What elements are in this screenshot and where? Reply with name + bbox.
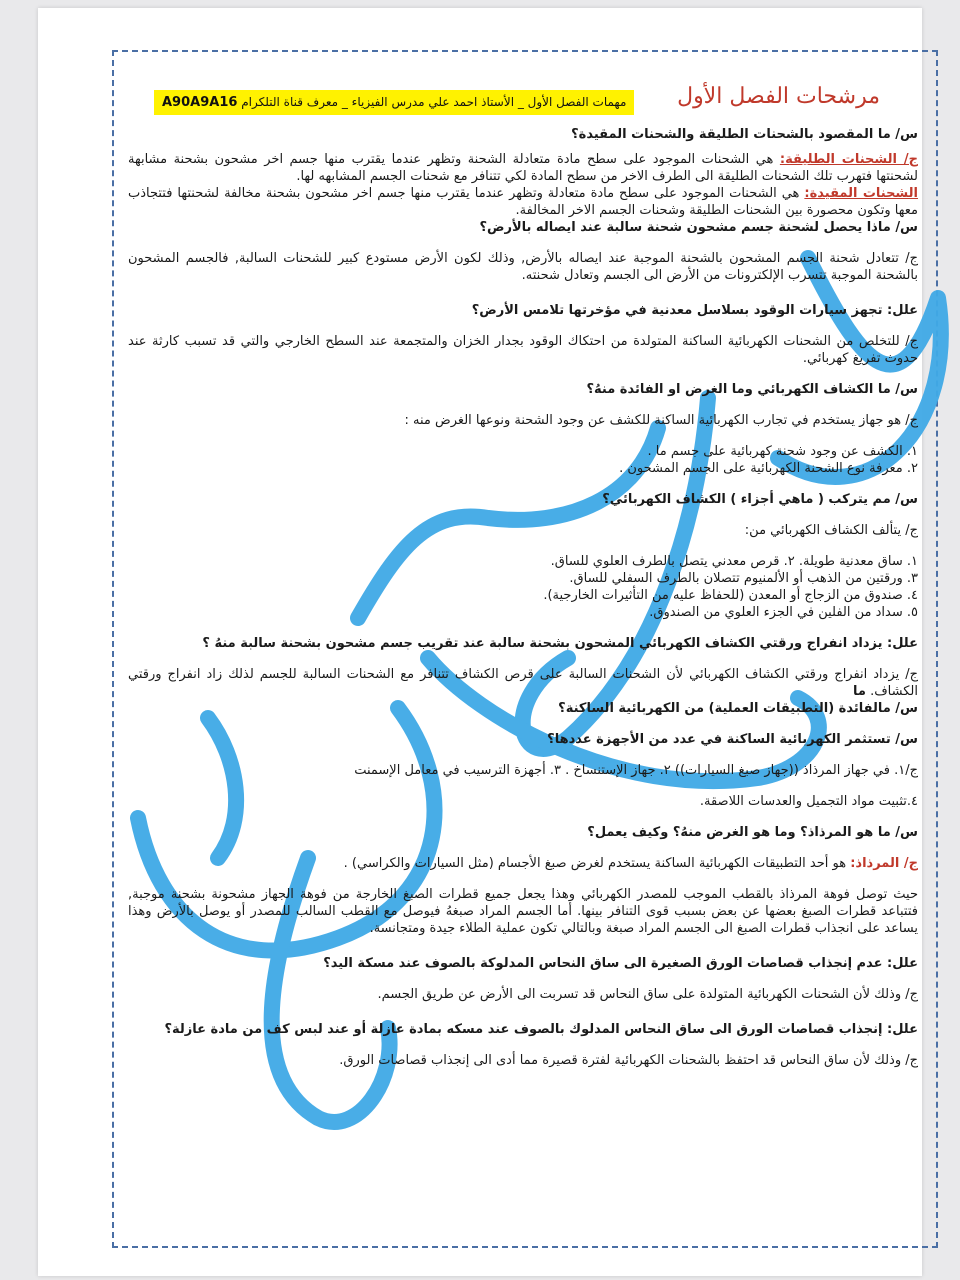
list-item: ٣. ورقتين من الذهب أو الألمنيوم تتصلان بالطرف السفلي للساق. (569, 571, 918, 586)
list-item: ٤. صندوق من الزجاج أو المعدن (للحفاظ عليه من التأثيرات الخارجية). (543, 588, 918, 603)
document-content (128, 78, 918, 1069)
answer-5: ج/ يتألف الكشاف الكهربائي من: (744, 523, 918, 538)
answer-1-bound-label: الشحنات المقيدة: (804, 186, 919, 201)
answer-8-line-2: ٤.تثبيت مواد التجميل والعدسات اللاصقة. (699, 794, 918, 809)
answer-6 (128, 666, 918, 700)
question-6: علل: يزداد انفراج ورقتي الكشاف الكهربائي المشحون بشحنة سالبة عند تقريب جسم مشحون بشحنة سالبة منهُ ؟ (202, 636, 918, 651)
list-item: ٢. معرفة نوع الشحنة الكهربائية على الجسم المشحون . (619, 461, 918, 476)
document-page (38, 8, 922, 1276)
answer-1-bound-text: هي الشحنات الموجود على سطح مادة متعادلة وتظهر عندما يقترب منها جسم اخر مشحون بشحنة مخالفة لشحنتها فتتجاذب معها وتكون محصورة بين الشحنات الطليقة وشحنات الجسم الاخر المخالفة. (128, 186, 918, 218)
answer-9-label: ج/ المرذاذ: (850, 856, 918, 871)
question-4: س/ ما الكشاف الكهربائي وما الغرض او الفائدة منهُ؟ (586, 382, 918, 397)
question-8: س/ تستثمر الكهربائية الساكنة في عدد من الأجهزة عددها؟ (547, 732, 918, 747)
question-7: س/ مالفائدة (التطبيقات العملية) من الكهربائية الساكنة؟ (558, 701, 918, 716)
list-item: ١. الكشف عن وجود شحنة كهربائية على جسم ما . (647, 444, 918, 459)
question-5: س/ مم يتركب ( ماهي أجزاء ) الكشاف الكهربائي؟ (602, 492, 918, 507)
question-2: س/ ماذا يحصل لشحنة جسم مشحون شحنة سالبة عند ايصاله بالأرض؟ (479, 220, 918, 235)
header-banner (154, 90, 634, 115)
list-item: ١. ساق معدنية طويلة. ٢. قرص معدني يتصل بالطرف العلوي للساق. (550, 554, 918, 569)
answer-4: ج/ هو جهاز يستخدم في تجارب الكهربائية الساكنة للكشف عن وجود الشحنة ونوعها الغرض منه : (404, 413, 918, 428)
answer-6-tail: ما (853, 684, 866, 699)
answer-8-line-1: ج/١. في جهاز المرذاذ ((جهاز صبغ السيارات)) ٢. جهاز الإستنساخ . ٣. أجهزة الترسيب في معامل الإسمنت (354, 763, 918, 778)
answer-3: ج/ للتخلص من الشحنات الكهربائية الساكنة المتولدة من احتكاك الوقود بجدار الخزان والمتجمعة عند السطح الخارجي والتي قد تسبب كارثة عند حدوث تفريغ كهربائي. (128, 334, 918, 366)
page-title: مرشحات الفصل الأول (677, 84, 880, 109)
banner-text: مهمات الفصل الأول _ الأستاذ احمد علي مدرس الفيزياء _ معرف قناة التلكرام (241, 95, 627, 109)
answer-2: ج/ تتعادل شحنة الجسم المشحون بالشحنة الموجبة عند ايصاله بالأرض, وذلك لكون الأرض مستودع كبير للشحنات السالبة, فالجسم المشحون بالشحنة الموجبة تتسرب الإلكترونات من الأرض الى الجسم وتعادل شحنته. (128, 251, 918, 283)
answer-4-list (128, 443, 918, 477)
question-1: س/ ما المقصود بالشحنات الطليقة والشحنات المقيدة؟ (571, 127, 918, 142)
question-9: س/ ما هو المرذاذ؟ وما هو الغرض منهُ؟ وكيف يعمل؟ (587, 825, 918, 840)
answer-9 (128, 855, 918, 872)
answer-1-free (128, 151, 918, 185)
banner-code: A90A9A16 (162, 95, 238, 110)
answer-11: ج/ وذلك لأن ساق النحاس قد احتفظ بالشحنات الكهربائية لفترة قصيرة مما أدى الى إنجذاب قصاصات الورق. (339, 1053, 918, 1068)
page-header (128, 78, 918, 126)
question-3: علل: تجهز سيارات الوقود بسلاسل معدنية في مؤخرتها تلامس الأرض؟ (471, 303, 918, 318)
answer-9-paragraph-2: حيث توصل فوهة المرذاذ بالقطب الموجب للمصدر الكهربائي وهذا يجعل جميع قطرات الصبغ الخارجة من فوهة الجهاز مشحونة بشحنة موجبة, فتتباعد قطرات الصبغ بعضها عن بعض بسبب قوى التنافر بينها. أما الجسم المراد صبغهُ فيوصل مع القطب السالب للمصدر أو يوصل بالأرض وهذا يساعد على انجذاب قطرات الصبغ الى الجسم المراد صبغة وبالتالي تكون عملية الطلاء جيدة ومتجانسة. (128, 887, 918, 936)
answer-5-list (128, 553, 918, 621)
answer-1-free-label: ج/ الشحنات الطليقة: (779, 152, 918, 167)
answer-9-text: هو أحد التطبيقات الكهربائية الساكنة يستخدم لغرض صبغ الأجسام (مثل السيارات والكراسي) . (343, 856, 847, 871)
answer-6-text: ج/ يزداد انفراج ورقتي الكشاف الكهربائي لأن الشحنات السالبة على قرص الكشاف تتنافر مع الشحنات السالبة للجسم لذلك زاد انفراج ورقتي الكشاف. (128, 667, 918, 699)
question-10: علل: عدم إنجذاب قصاصات الورق الصغيرة الى ساق النحاس المدلوكة بالصوف عند مسكة اليد؟ (323, 956, 918, 971)
answer-1-free-text: هي الشحنات الموجود على سطح مادة متعادلة الشحنة وتظهر عندما يقترب منها جسم اخر مشحون بشحنة مشابهة لشحنتها فتهرب تلك الشحنات الطليقة الى الطرف الاخر من سطح المادة لكي تتنافر مع شحنات الجسم المشابهه لها. (128, 152, 918, 184)
question-11: علل: إنجذاب قصاصات الورق الى ساق النحاس المدلوك بالصوف عند مسكه بمادة عازلة أو عند لبس كف من مادة عازلة؟ (164, 1022, 918, 1037)
answer-1-bound (128, 185, 918, 219)
list-item: ٥. سداد من الفلين في الجزء العلوي من الصندوق. (649, 605, 918, 620)
answer-10: ج/ وذلك لأن الشحنات الكهربائية المتولدة على ساق النحاس قد تسربت الى الأرض عن طريق الجسم. (377, 987, 918, 1002)
